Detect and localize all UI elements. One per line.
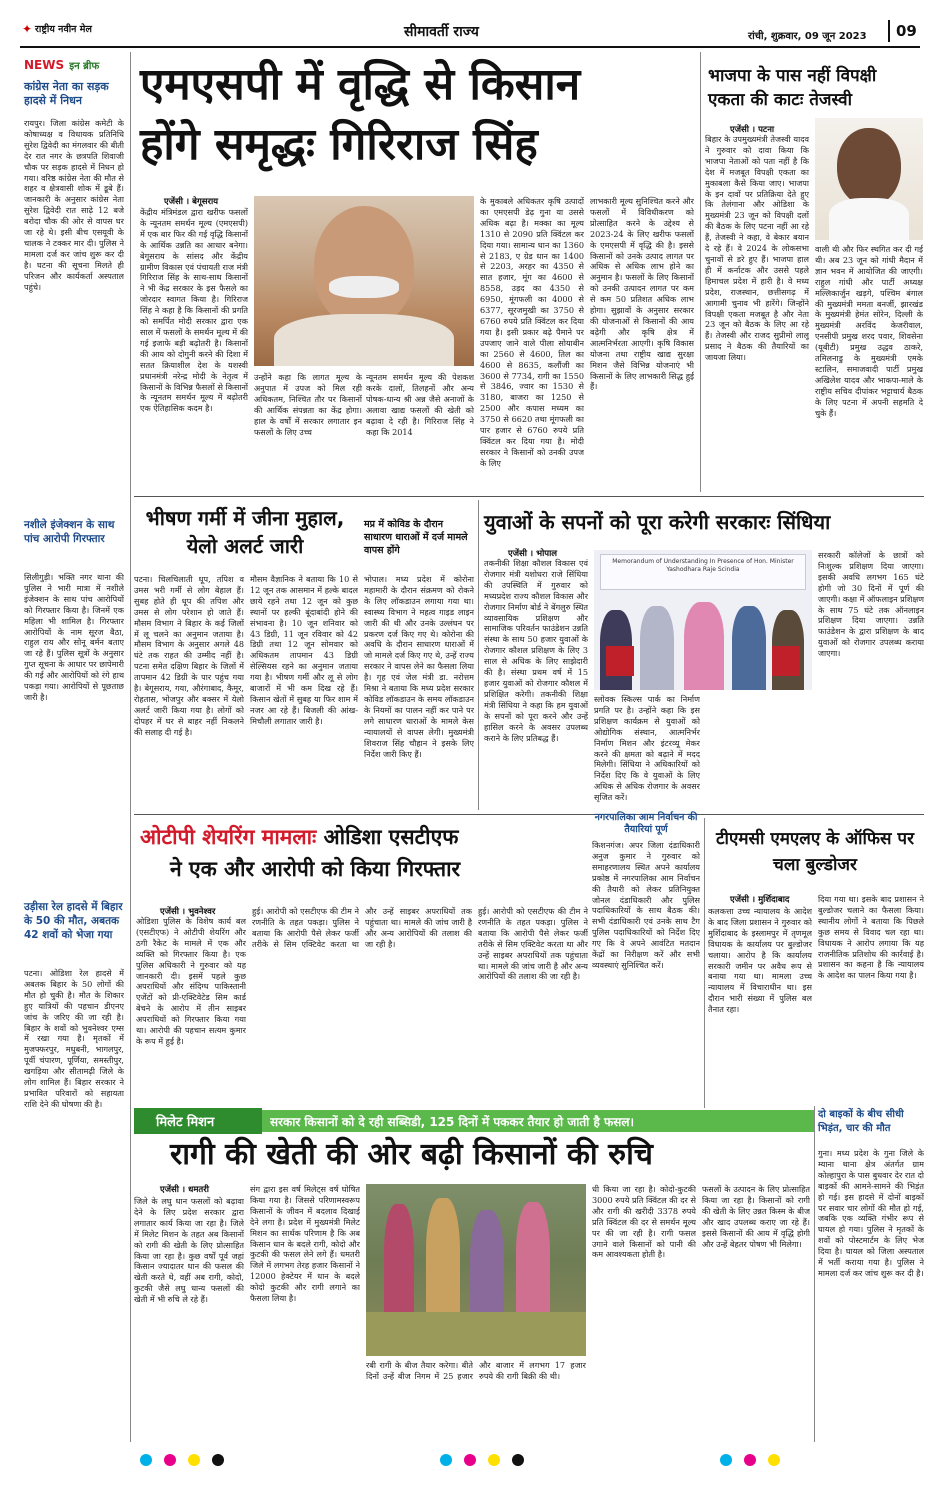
- millet-body: जिले के लघु धान फसलों को बढ़ावा देने के लिए प्रदेश सरकार द्वारा लगातार कार्य किया जा रहा है। जिले में मिलेट मिशन के तहत अब किसानों को रागी की खेती के लिए प्रोत्साहित किया जा रहा है। कुछ वर्षों पूर्व जहां किसान ज्यादातर धान की फसल की खेती करते थे, वहीं अब रागी, कोदो, कुटकी जैसे लघु धान्य फसलों की खेती में भी रुचि ले रहे हैं।: [134, 1196, 244, 1305]
- millet-dateline: एजेंसी । धमतरी: [160, 1185, 209, 1195]
- tejashwi-body: बिहार के उपमुख्यमंत्री तेजस्वी यादव ने गुरुवार को दावा किया कि भाजपा नेताओं को पता नहीं है कि देश में मजबूत विपक्षी एकता का मुकाबला कैसे किया जाए। भाजपा के इन दावों पर प्रतिक्रिया देते हुए कि तेलंगाना और ओडिशा के मुख्यमंत्री 23 जून को विपक्षी दलों की बैठक के लिए पटना नहीं आ रहे हैं, तेजस्वी ने कहा, वे बेकार बयान दे रहे हैं। वे 2024 के लोकसभा चुनावों से डरे हुए हैं। भाजपा हाल ही में कर्नाटक और उससे पहले हिमाचल प्रदेश में हारी है। वे मध्य प्रदेश, राजस्थान, छत्तीसगढ़ में आगामी चुनाव भी हारेंगे। जिन्होंने विपक्षी एकता मजबूत है और नेता 23 जून को बैठक के लिए आ रहे हैं। तेजस्वी और राजद सुप्रीमो लालू प्रसाद ने बैठक की तैयारियों का जायजा लिया।: [705, 134, 809, 363]
- scindia-body: तकनीकी शिक्षा कौशल विकास एवं रोजगार मंत्री यशोधरा राजे सिंधिया की उपस्थिति में गुरुवार को मध्यप्रदेश राज्य कौशल विकास और रोजगार निर्माण बोर्ड ने बेंगलुरु स्थित व्यावसायिक प्रशिक्षण और सामाजिक परिवर्तन फाउंडेशन उन्नति संस्था के साथ 50 हजार युवाओं के रोजगार कौशल प्रशिक्षण के लिए 3 साल से अधिक के लिए साझेदारी की है। संस्था प्रथम वर्ष में 15 हजार युवाओं को रोजगार कौशल में प्रशिक्षित करेगी। तकनीकी शिक्षा मंत्री सिंधिया ने कहा कि हम युवाओं के सपनों को पूरा करने और उन्हें हासिल करने के अवसर उपलब्ध कराने के लिए प्रतिबद्ध हैं।: [484, 558, 588, 743]
- news-in-brief-label: NEWS इन ब्रीफ: [24, 58, 100, 72]
- brief-2-title: नशीले इंजेक्शन के साथ पांच आरोपी गिरफ्तार: [24, 519, 115, 545]
- tejashwi-body2: वाली थी और फिर स्थगित कर दी गई थी। अब 23 जून को गांधी मैदान में ज्ञान भवन में आयोजित की जाएगी। राहुल गांधी और पार्टी अध्यक्ष मल्लिकार्जुन खड़गे, पश्चिम बंगाल की मुख्यमंत्री ममता बनर्जी, झारखंड के मुख्यमंत्री हेमंत सोरेन, दिल्ली के मुख्यमंत्री अरविंद केजरीवाल, एनसीपी प्रमुख शरद पवार, शिवसेना (यूबीटी) प्रमुख उद्धव ठाकरे, तमिलनाडु के मुख्यमंत्री एमके स्टालिन, समाजवादी पार्टी प्रमुख अखिलेश यादव और भाकपा-माले के राष्ट्रीय सचिव दीपांकर भट्टाचार्य बैठक के लिए पटना में अपनी सहमति दे चुके हैं।: [815, 244, 923, 418]
- logo: [22, 20, 127, 40]
- section-label: सीमावर्ती राज्य: [404, 24, 479, 40]
- millet-tag: मिलेट मिशन: [134, 1108, 262, 1134]
- millet-body2: संग द्वारा इस वर्ष मिलेट्स वर्ष घोषित किया गया है। जिससे परिणामस्वरूप किसानों के जीवन में बदलाव दिखाई देने लगा है। प्रदेश में मुख्यमंत्री मिलेट मिशन का सार्थक परिणाम है कि अब किसान धान के बदले रागी, कोदो और कुटकी की फसल लेने लगे हैं। धमतरी जिले में लगभग तेरह हजार किसानों ने 12000 हेक्टेयर में धान के बदले कोदो कुटकी और रागी लगाने का फैसला लिया है।: [250, 1184, 360, 1304]
- nagarpalika-body: किशनगंज। अपर जिला दंडाधिकारी अनुज कुमार ने गुरुवार को समाहरणालय स्थित अपने कार्यालय प्रकोष्ठ में नगरपालिका आम निर्वाचन की तैयारी को लेकर प्रतिनियुक्त जोनल दंडाधिकारी और पुलिस पदाधिकारियों के साथ बैठक की। सभी दंडाधिकारी एवं उनके साथ टैग पुलिस पदाधिकारियों को निर्देश दिए गए कि वे अपने आवंटित मतदान केंद्रों का निरीक्षण करें और सभी व्यवस्थाएं सुनिश्चित करें।: [592, 840, 700, 970]
- masthead: [0, 0, 945, 46]
- millet-body4: फसलों के उत्पादन के लिए प्रोत्साहित किया जा रहा है। किसानों को रागी की खेती के लिए उन्नत किस्म के बीज और खाद उपलब्ध कराए जा रहे हैं। इससे किसानों की आय में वृद्धि होगी और उन्हें बेहतर पोषण भी मिलेगा।: [702, 1184, 810, 1249]
- heat-body2: मौसम वैज्ञानिक ने बताया कि 10 से 12 जून तक आसमान में हल्के बादल छाये रहने तथा 12 जून को कुछ स्थानों पर हल्की बूंदाबांदी होने की संभावना है। 10 जून शनिवार को 43 डिग्री, 11 जून रविवार को 42 डिग्री तथा 12 जून सोमवार को अधिकतम तापमान 43 डिग्री सेल्सियस रहने का अनुमान जताया गया है। भीषण गर्मी और लू से लोग बाजारों में भी कम दिख रहे हैं। किसान खेतों में सुबह या फिर शाम में नजर आ रहे हैं। बिजली की आंख-मिचौली लगातार जारी है।: [250, 574, 358, 726]
- scindia-dateline: एजेंसी । भोपाल: [508, 549, 558, 559]
- odisha-body: ओडिशा पुलिस के विशेष कार्य बल (एसटीएफ) ने ओटीपी शेयरिंग और ठगी रैकेट के मामले में एक और व्यक्ति को गिरफ्तार किया है। एक पुलिस अधिकारी ने गुरुवार को यह जानकारी दी। इसमें पहले कुछ अपराधियों और संदिग्ध पाकिस्तानी एजेंटों को प्री-एक्टिवेटेड सिम कार्ड बेचने के आरोप में तीन साइबर अपराधियों को गिरफ्तार किया गया था। आरोपी की पहचान सत्यम कुमार के रूप में हुई है।: [136, 916, 246, 1046]
- bikes-body: गुना। मध्य प्रदेश के गुना जिले के म्याना थाना क्षेत्र अंतर्गत ग्राम कोल्हापुरा के पास बुधवार देर रात दो बाइकों की आमने-सामने की भिड़ंत हो गई। इस हादसे में दोनों बाइकों पर सवार चार लोगों की मौत हो गई, जबकि एक व्यक्ति गंभीर रूप से घायल हो गया। पुलिस ने मृतकों के शवों को पोस्टमार्टम के लिए भेज दिया है। घायल को जिला अस्पताल में भर्ती कराया गया है। पुलिस ने मामला दर्ज कर जांच शुरू कर दी है।: [818, 1148, 924, 1278]
- millet-body3: धी किया जा रहा है। कोदो-कुटकी 3000 रुपये प्रति क्विंटल की दर से और रागी की खरीदी 3378 रुपये प्रति क्विंटल की दर से समर्थन मूल्य पर की जा रही है। रागी फसल उगाने वाले किसानों को पानी की कम आवश्यकता होती है।: [592, 1184, 696, 1260]
- odisha-headline-line1: [140, 822, 610, 852]
- tmc-body: कलकत्ता उच्च न्यायालय के आदेश के बाद जिला प्रशासन ने गुरुवार को मुर्शिदाबाद के इस्लामपुर में तृणमूल विधायक के कार्यालय पर बुल्डोजर चलाया। आरोप है कि कार्यालय सरकारी जमीन पर अवैध रूप से बनाया गया था। मामला उच्च न्यायालय में विचाराधीन था। इस दौरान भारी संख्या में पुलिस बल तैनात रहा।: [708, 906, 812, 1015]
- lead-col2: उन्होंने कहा कि लागत मूल्य के अनुपात में उपज को मिल रही अधिकतम, निश्चित तौर पर किसानों की आर्थिक संपन्नता का केंद्र होगा। हाल के वर्षों में सरकार लगातार इन फसलों के लिए उच्च: [254, 372, 362, 437]
- lead-col4: के मुकाबले अधिकतर कृषि उत्पादों का एमएसपी डेढ़ गुना या उससे अधिक बढ़ा है। मक्का का मूल्य 1310 से 2090 प्रति क्विंटल कर दिया गया। सामान्य धान का 1360 से 2183, ए ग्रेड धान का 1400 से 2203, अरहर का 4350 से सात हजार, मूंग का 4600 से 8558, उड़द का 4350 से 6950, मूंगफली का 4000 से 6377, सूरजमुखी का 3750 से 6760 रुपये प्रति क्विंटल कर दिया गया है। इसी प्रकार बढ़े पैमाने पर उपजाए जाने वाले पीला सोयाबीन का 2560 से 4600, तिल का 4600 से 8635, कलौंजी का 3600 से 7734, रागी का 1550 से 3846, ज्वार का 1530 से 3180, बाजरा का 1250 से 2500 और कपास मध्यम का 3750 से 6620 तथा मूंगफली का पार हजार से 6760 रुपये प्रति क्विंटल कर दिया गया है। मोदी सरकार ने किसानों को उनकी उपज के लिए: [480, 196, 584, 468]
- lead-col5: लाभकारी मूल्य सुनिश्चित करने और फसलों में विविधीकरण को प्रोत्साहित करने के उद्देश्य से 2023-24 के लिए खरीफ फसलों के एमएसपी में वृद्धि की है। इससे किसानों को उनके उत्पाद लागत पर अधिक से अधिक लाभ होने का अनुमान है। फसलों के लिए किसानों को उनकी उत्पादन लागत पर कम से कम 50 प्रतिशत अधिक लाभ होगा। सुझावों के अनुसार सरकार की योजनाओं से किसानों की आय बढ़ेगी और कृषि क्षेत्र में आत्मनिर्भरता आएगी। कृषि विकास योजना तथा राष्ट्रीय खाद्य सुरक्षा मिशन जैसे विभिन्न योजनाएं भी किसानों के लिए लाभकारी सिद्ध हुई हैं।: [590, 196, 694, 392]
- scindia-event-photo: [594, 550, 812, 690]
- page-number: 09: [896, 22, 917, 40]
- bikes-headline: दो बाइकों के बीच सीधी भिड़ंत, चार की मौत: [818, 1109, 904, 1134]
- giriraj-photo: [254, 196, 474, 366]
- scindia-body2: स्लोवक स्किल्स पार्क का निर्माण प्रगति पर है। उन्होंने कहा कि इस प्रशिक्षण कार्यक्रम से युवाओं को ओद्योगिक संस्थान, आत्मनिर्भर निर्माण मिशन और इंटरव्यू मेकर करने की क्षमता को बढ़ाने में मदद मिलेगी। सिंधिया ने अधिकारियों को निर्देश दिए कि वे युवाओं के लिए अधिक से अधिक रोजगार के अवसर सृजित करें।: [594, 694, 700, 803]
- odisha-dateline: एजेंसी । भुवनेश्वर: [160, 907, 216, 917]
- scindia-banner-text: Memorandum of Understanding In Presence of Hon. Minister Yashodhara Raje Scindia: [612, 558, 794, 573]
- tmc-dateline: एजेंसी । मुर्शिदाबाद: [730, 895, 790, 905]
- brief-3-body: पटना। ओडिशा रेल हादसे में अबतक बिहार के 50 लोगों की मौत हो चुकी है। मौत के शिकार हुए यात्रियों की पहचान डीएनए जांच के जरिए की जा रही है। बिहार के शवों को भुवनेश्वर एम्स में रखा गया है। मृतकों में मुजफ्फरपुर, मधुबनी, भागलपुर, पूर्वी चंपारण, पूर्णिया, समस्तीपुर, खगड़िया और सीतामढ़ी जिले के लोग शामिल हैं। बिहार सरकार ने प्रभावित परिवारों को सहायता राशि देने की घोषणा की है।: [24, 968, 124, 1109]
- lead-col1: केंद्रीय मंत्रिमंडल द्वारा खरीफ फसलों के न्यूनतम समर्थन मूल्य (एमएसपी) में एक बार फिर की गई वृद्धि किसानों के आर्थिक उन्नति का आधार बनेगा। बेगूसराय के सांसद और केंद्रीय ग्रामीण विकास एवं पंचायती राज मंत्री गिरिराज सिंह के साथ-साथ किसानों ने भी केंद्र सरकार के इस फैसले का जोरदार स्वागत किया है। गिरिराज सिंह ने कहा है कि किसानों की प्रगति को समर्पित मोदी सरकार द्वारा एक साल में फसलों के समर्थन मूल्य में की गई इजाफे बड़ी बढ़ोतरी है। किसानों की आय को दोगुनी करने की दिशा में सतत क्रियाशील देश के यशस्वी प्रधानमंत्री नरेन्द्र मोदी के नेतृत्व में किसानों के विभिन्न फैसलों से किसानों के न्यूनतम समर्थन मूल्य में बढ़ोतरी एक ऐतिहासिक कदम है।: [140, 207, 248, 414]
- tejashwi-dateline: एजेंसी । पटना: [730, 125, 775, 135]
- tejashwi-headline: भाजपा के पास नहीं विपक्षी एकता की काटः तेजस्वी: [708, 66, 877, 110]
- brief-3-title: उड़ीसा रेल हादसे में बिहार के 50 की मौत, अबतक 42 शवों को भेजा गया: [24, 901, 123, 941]
- dateline: रांची, शुक्रवार, 09 जून 2023: [748, 31, 867, 42]
- tmc-body2: दिया गया था। इसके बाद प्रशासन ने बुल्डोजर चलाने का फैसला किया। स्थानीय लोगों ने बताया कि पिछले कुछ समय से विवाद चल रहा था। विधायक ने आरोप लगाया कि यह राजनीतिक प्रतिशोध की कार्रवाई है। प्रशासन का कहना है कि न्यायालय के आदेश का पालन किया गया है।: [818, 894, 924, 981]
- nagarpalika-kicker: नगरपालिका आम निर्वाचन की तैयारियां पूर्ण: [594, 812, 698, 835]
- lead-headline-line1: एमएसपी में वृद्धि से किसान: [140, 59, 581, 110]
- scindia-headline: युवाओं के सपनों को पूरा करेगी सरकारः सिंधिया: [484, 510, 831, 534]
- odisha-body2: हुई। आरोपी को एसटीएफ की टीम ने रणनीति के तहत पकड़ा। पुलिस ने बताया कि आरोपी पैसे लेकर फर्जी तरीके से सिम एक्टिवेट करता था और उन्हें साइबर अपराधियों तक पहुंचाता था। मामले की जांच जारी है और अन्य आरोपियों की तलाश की जा रही है।: [252, 906, 472, 949]
- registration-marks: [140, 1454, 790, 1466]
- lead-dateline: एजेंसी । बेगूसराय: [164, 197, 219, 207]
- millet-photo-caption: रबी रागी के बीज तैयार करेगा। बीते दिनों उन्हें बीज निगम में 25 हजार और बाजार में लगभग 17 हजार रुपये की रागी बिक्री की थी।: [366, 1360, 586, 1381]
- odisha-headline-red: ओटीपी शेयरिंग मामलाः: [140, 825, 317, 849]
- odisha-headline-black: ओडिशा एसटीएफ: [323, 825, 459, 849]
- heat-body: पटना। चिलचिलाती धूप, तपिश व उमस भरी गर्मी से लोग बेहाल हैं। सुबह होते ही धूप की तपिश और उमस से लोग परेशान हो जाते हैं। मौसम विभाग ने बिहार के कई जिलों में लू चलने का अनुमान जताया है। मौसम विभाग के अनुसार अगले 48 घंटे तक राहत की उम्मीद नहीं है। पटना समेत दक्षिण बिहार के जिलों में तापमान 42 डिग्री के पार पहुंच गया है। बेगूसराय, गया, औरंगाबाद, कैमूर, रोहतास, भोजपुर और बक्सर में येलो अलर्ट जारी किया गया है। लोगों को दोपहर में घर से बाहर नहीं निकलने की सलाह दी गई है।: [134, 574, 244, 737]
- odisha-body3: हुई। आरोपी को एसटीएफ की टीम ने रणनीति के तहत पकड़ा। पुलिस ने बताया कि आरोपी पैसे लेकर फर्जी तरीके से सिम एक्टिवेट करता था और उन्हें साइबर अपराधियों तक पहुंचाता था। मामले की जांच जारी है और अन्य आरोपियों की तलाश की जा रही है।: [478, 906, 588, 982]
- logo-bird-icon: ✦: [22, 22, 33, 36]
- scindia-body3: सरकारी कॉलेजों के छात्रों को निःशुल्क प्रशिक्षण दिया जाएगा। इसकी अवधि लगभग 165 घंटे होगी जो 30 दिनों में पूर्ण की जाएगी। कक्षा में ऑफलाइन प्रशिक्षण के साथ 75 घंटे तक ऑनलाइन प्रशिक्षण दिया जाएगा। उन्नति फाउंडेशन के द्वारा प्रशिक्षण के बाद युवाओं को रोजगार उपलब्ध कराया जाएगा।: [818, 550, 924, 659]
- logo-text: राष्ट्रीय नवीन मेल: [35, 24, 92, 35]
- covid-headline: मप्र में कोविड के दौरान साधारण धाराओं में दर्ज मामले वापस होंगे: [364, 519, 468, 556]
- millet-photo: [366, 1184, 586, 1356]
- millet-headline: रागी की खेती की ओर बढ़ी किसानों की रुचि: [170, 1137, 653, 1172]
- brief-2-body: सिलीगुड़ी। भक्ति नगर थाना की पुलिस ने भारी मात्रा में नशीले इंजेक्शन के साथ पांच आरोपियों को गिरफ्तार किया है। जिनमें एक महिला भी शामिल है। गिरफ्तार आरोपियों के नाम सूरज बैठा, राहुल राय और सोनू बर्मन बताए जा रहे हैं। पुलिस सूत्रों के अनुसार गुप्त सूचना के आधार पर छापेमारी की गई और आरोपियों को रंगे हाथ पकड़ा गया। आरोपियों से पूछताछ जारी है।: [24, 572, 124, 702]
- lead-col3: न्यूनतम समर्थन मूल्य की पेशकश करके दालों, तिलहनों और अन्य पोषक-धान्य श्री अन्न जैसे अनाजों के अलावा खाद्य फसलों की खेती को बढ़ावा दे रही है। गिरिराज सिंह ने कहा कि 2014: [366, 372, 474, 437]
- tejashwi-photo: [815, 118, 923, 240]
- lead-headline-line2: होंगे समृद्धः गिरिराज सिंह: [140, 119, 538, 170]
- brief-1-body: रायपुर। जिला कांग्रेस कमेटी के कोषाध्यक्ष व विधायक प्रतिनिधि सुरेश द्विवेदी का मंगलवार की बीती देर रात नगर के छत्रपति शिवाजी चौक पर सड़क हादसे में निधन हो गया। वरिष्ठ कांग्रेस नेता की मौत से शहर व क्षेत्रवासी शोक में डूबे हैं। जानकारी के अनुसार कांग्रेस नेता सुरेश द्विवेदी रात साढ़े 12 बजे बरोदा चौक की ओर से वापस घर जा रहे थे। इसी बीच एसयूवी के चालक ने टक्कर मार दी। पुलिस ने मामला दर्ज कर जांच शुरू कर दी है। घटना की सूचना मिलते ही परिजन और कार्यकर्ता अस्पताल पहुंचे।: [24, 118, 124, 292]
- tmc-headline: टीएमसी एमएलए के ऑफिस पर चला बुल्डोजर: [715, 829, 915, 875]
- brief-1-title: कांग्रेस नेता का सड़क हादसे में निधन: [24, 80, 109, 107]
- heat-headline: भीषण गर्मी में जीना मुहाल, येलो अलर्ट जारी: [145, 506, 345, 558]
- millet-strap-text: सरकार किसानों को दे रही सब्सिडी, 125 दिनों में पककर तैयार हो जाती है फसल।: [270, 1115, 635, 1129]
- covid-body: भोपाल। मध्य प्रदेश में कोरोना महामारी के दौरान संक्रमण को रोकने के लिए लॉकडाउन लगाया गया था। स्वास्थ्य विभाग ने महत्व गाइड लाइन जारी की थी और उनके उल्लंघन पर प्रकरण दर्ज किए गए थे। कोरोना की अवधि के दौरान साधारण धाराओं में जो मामले दर्ज किए गए थे, उन्हें राज्य सरकार ने वापस लेने का फैसला लिया है। गृह एवं जेल मंत्री डा. नरोत्तम मिश्रा ने बताया कि मध्य प्रदेश सरकार कोविड लॉकडाउन के समय लॉकडाउन के नियमों का पालन नहीं कर पाने पर लगे साधारण धाराओं के मामले केस न्यायालयों से वापस लेगी। मुख्यमंत्री शिवराज सिंह चौहान ने इसके लिए निर्देश जारी किए हैं।: [364, 574, 474, 759]
- odisha-headline-line2: ने एक और आरोपी को किया गिरफ्तार: [170, 857, 461, 881]
